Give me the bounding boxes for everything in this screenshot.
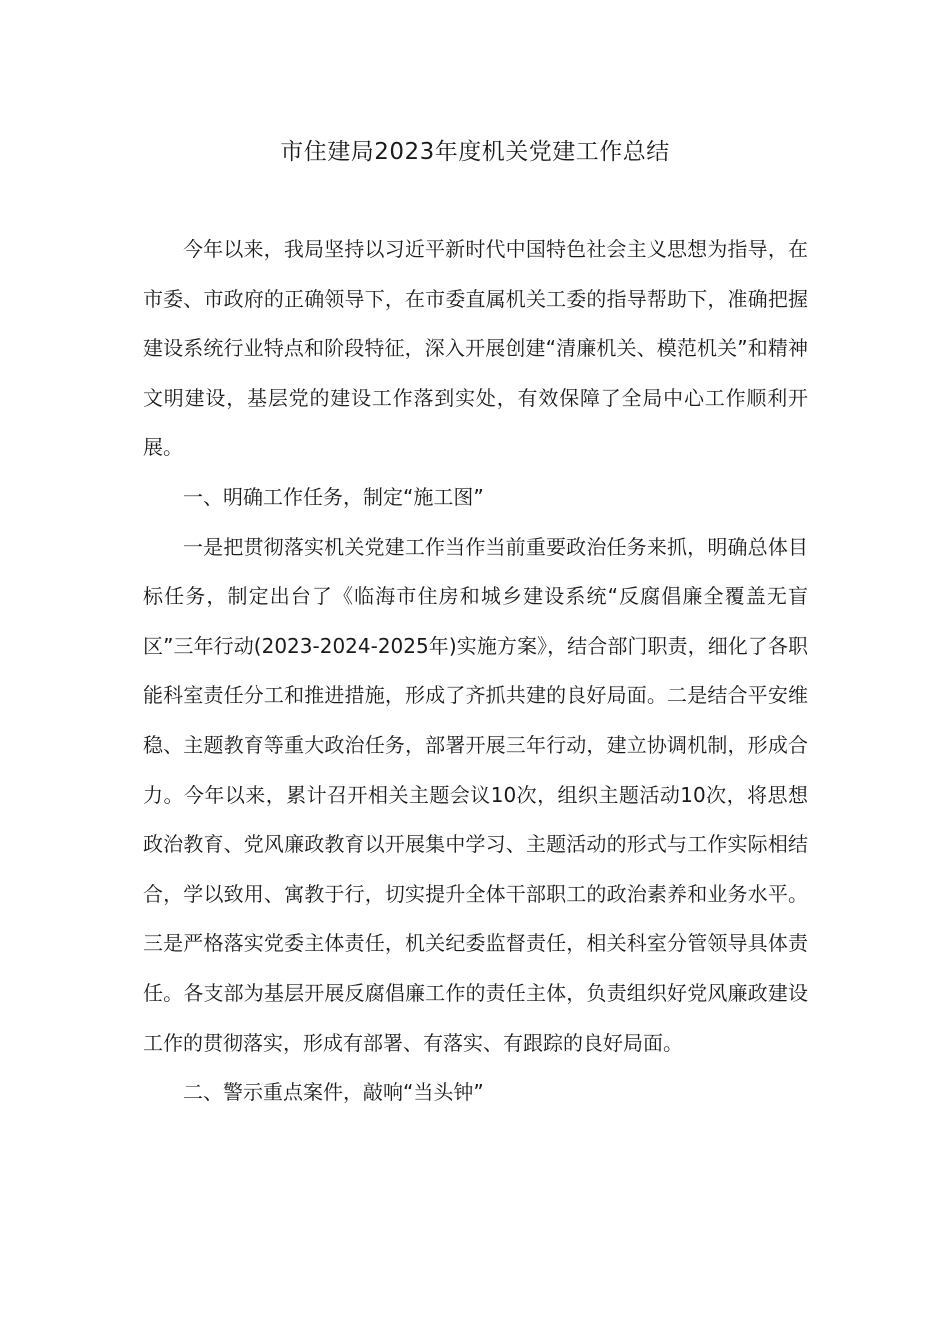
- section-heading-2: 二、警示重点案件，敲响“当头钟”: [183, 1080, 484, 1105]
- document-body: [143, 225, 808, 1118]
- intro-paragraph: 今年以来，我局坚持以习近平新时代中国特色社会主义思想为指导，在市委、市政府的正确领导下，在市委直属机关工委的指导帮助下，准确把握建设系统行业特点和阶段特征，深入开展创建“清廉机关、模范机关”和精神文明建设，基层党的建设工作落到实处，有效保障了全局中心工作顺利开展。: [143, 237, 808, 460]
- section-1-paragraph: 一是把贯彻落实机关党建工作当作当前重要政治任务来抓，明确总体目标任务，制定出台了《临海市住房和城乡建设系统“反腐倡廉全覆盖无盲区”三年行动(2023-2024-2025年)实施方案》，结合部门职责，细化了各职能科室责任分工和推进措施，形成了齐抓共建的良好局面。二是结合平安维稳、主题教育等重大政治任务，部署开展三年行动，建立协调机制，形成合力。今年以来，累计召开相关主题会议10次，组织主题活动10次，将思想政治教育、党风廉政教育以开展集中学习、主题活动的形式与工作实际相结合，学以致用、寓教于行，切实提升全体干部职工的政治素养和业务水平。三是严格落实党委主体责任，机关纪委监督责任，相关科室分管领导具体责任。各支部为基层开展反腐倡廉工作的责任主体，负责组织好党风廉政建设工作的贯彻落实，形成有部署、有落实、有跟踪的良好局面。: [143, 534, 808, 1055]
- section-heading-1: 一、明确工作任务，制定“施工图”: [183, 484, 484, 509]
- document-title: 市住建局2023年度机关党建工作总结: [280, 139, 670, 165]
